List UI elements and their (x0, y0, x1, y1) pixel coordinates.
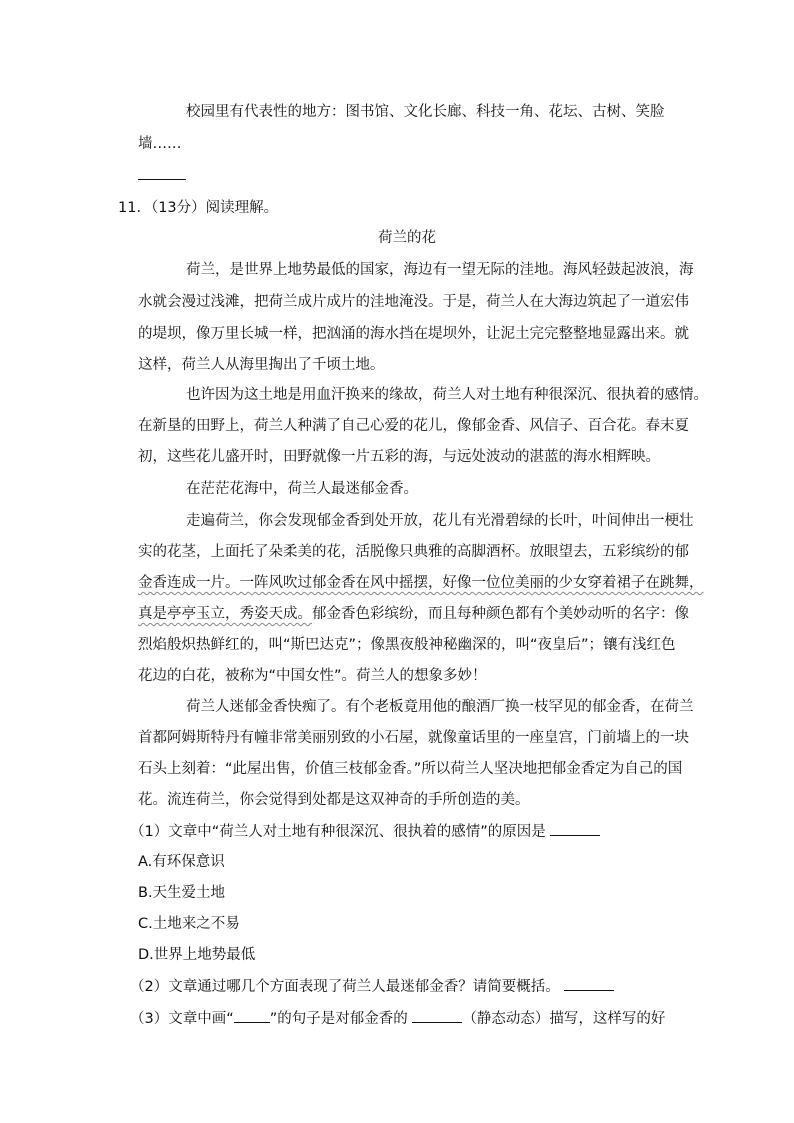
sub-question-3-text-b: ”的句子是对郁金香的 (269, 1011, 408, 1027)
p1-line-3: 的堤坝，像万里长城一样，把汹涌的海水挡在堤坝外，让泥土完完整整地显露出来。就 (138, 326, 689, 342)
p4-line-4-rest: 郁金香色彩缤纷，而且每种颜色都有个美妙动听的名字：像 (312, 606, 689, 622)
p4-line-4 (138, 604, 689, 624)
intro-line-1: 校园里有代表性的地方：图书馆、文化长廊、科技一角、花坛、古树、笑脸 (186, 104, 665, 120)
sub-question-2-text: （2）文章通过哪几个方面表现了荷兰人最迷郁金香？请简要概括。 (130, 979, 560, 995)
answer-blank[interactable] (412, 1008, 462, 1023)
sub-question-3 (130, 1008, 665, 1029)
p5-line-2: 首都阿姆斯特丹有幢非常美丽别致的小石屋，就像童话里的一座皇宫，门前墙上的一块 (138, 730, 689, 746)
p1-line-2: 水就会漫过浅滩，把荷兰成片成片的洼地淹没。于是，荷兰人在大海边筑起了一道宏伟 (138, 294, 689, 310)
intro-line-2: 墙…… (138, 136, 182, 152)
p4-line-2: 实的花茎，上面托了朵柔美的花，活脱像只典雅的高脚酒杯。放眼望去，五彩缤纷的郁 (138, 544, 689, 560)
p1-line-1: 荷兰，是世界上地势最低的国家，海边有一望无际的洼地。海风轻鼓起波浪，海 (186, 262, 694, 278)
p4-line-3-underlined: 金香连成一片。一阵风吹过郁金香在风中摇摆，好像一位位美丽的少女穿着裙子在跳舞， (138, 575, 704, 591)
sub-question-1 (130, 821, 600, 842)
sub-question-2 (130, 976, 614, 997)
p2-line-3: 初，这些花儿盛开时，田野就像一片五彩的海，与远处波动的湛蓝的海水相辉映。 (138, 449, 660, 465)
p4-line-6: 花边的白花，被称为“中国女性”。荷兰人的想象多妙！ (138, 668, 487, 684)
p2-line-1: 也许因为这土地是用血汗换来的缘故，荷兰人对土地有种很深沉、很执着的感情。 (186, 387, 708, 403)
sub-question-1-text: （1）文章中“荷兰人对土地有种很深沉、很执着的感情”的原因是 (130, 824, 546, 840)
answer-blank[interactable] (234, 1008, 270, 1023)
p3-line: 在茫茫花海中，荷兰人最迷郁金香。 (186, 481, 418, 497)
answer-blank-line (138, 179, 186, 180)
option-c: C.土地来之不易 (138, 916, 240, 932)
passage-title: 荷兰的花 (378, 230, 436, 246)
answer-blank[interactable] (550, 821, 600, 836)
option-b: B.天生爱土地 (138, 885, 226, 901)
sub-question-3-text-c: （静态动态）描写，这样写的好 (462, 1011, 666, 1027)
p2-line-2: 在新垦的田野上，荷兰人种满了自己心爱的花儿，像郁金香、风信子、百合花。春末夏 (138, 418, 689, 434)
p4-line-4-underlined: 真是亭亭玉立，秀姿天成。 (138, 606, 312, 622)
question-header: 11．（13分）阅读理解。 (118, 200, 279, 216)
p4-line-5: 烈焰般炽热鲜红的，叫“斯巴达克”；像黑夜般神秘幽深的，叫“夜皇后”；镶有浅红色 (138, 637, 676, 653)
p5-line-4: 花。流连荷兰，你会觉得到处都是这双神奇的手所创造的美。 (138, 792, 530, 808)
answer-blank[interactable] (564, 976, 614, 991)
p4-line-1: 走遍荷兰，你会发现郁金香到处开放，花儿有光滑碧绿的长叶，叶间伸出一梗壮 (186, 513, 694, 529)
option-d: D.世界上地势最低 (138, 947, 256, 963)
option-a: A.有环保意识 (138, 854, 225, 870)
sub-question-3-text-a: （3）文章中画“ (130, 1011, 234, 1027)
p1-line-4: 这样，荷兰人从海里掏出了千顷土地。 (138, 357, 385, 373)
p5-line-3: 石头上刻着：“此屋出售，价值三枝郁金香。”所以荷兰人坚决地把郁金香定为自己的国 (138, 761, 683, 777)
p5-line-1: 荷兰人迷郁金香快痴了。有个老板竟用他的酿酒厂换一枝罕见的郁金香，在荷兰 (186, 699, 694, 715)
